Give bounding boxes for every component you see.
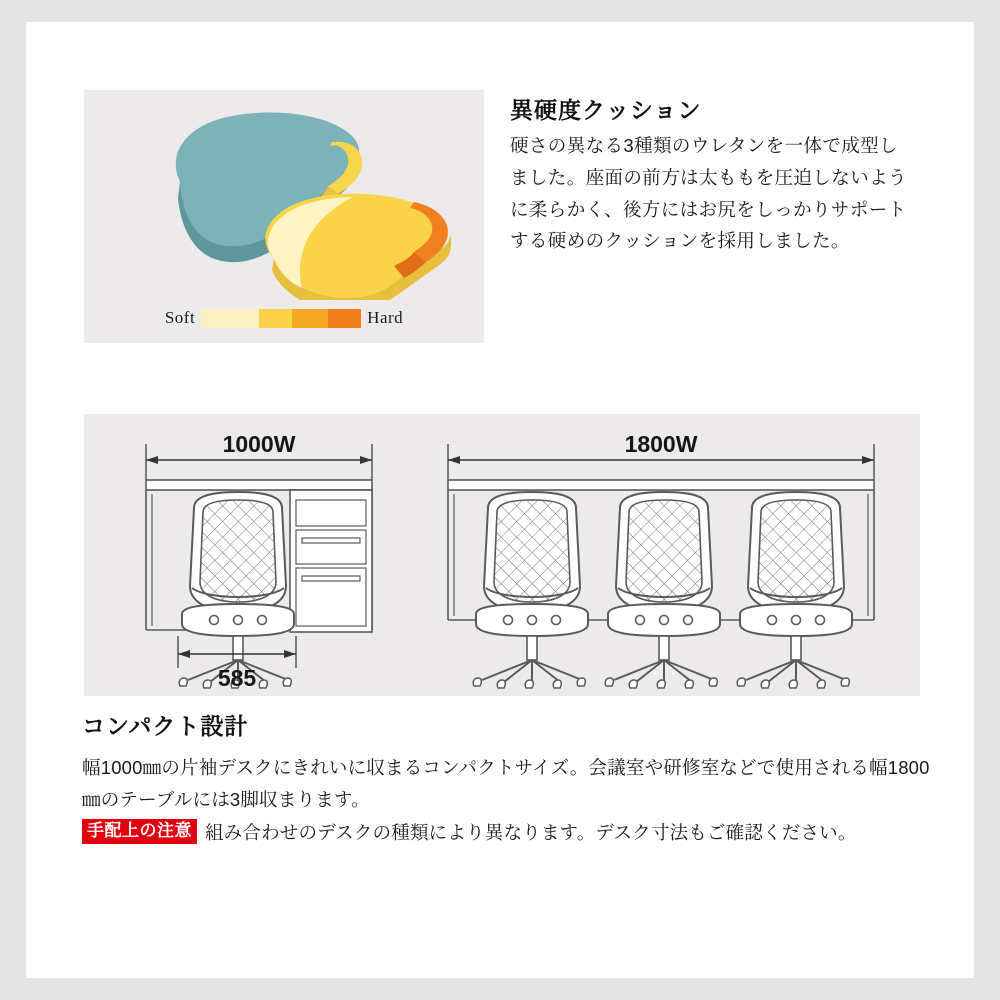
cushion-section-body: 硬さの異なる3種類のウレタンを一体で成型しました。座面の前方は太ももを圧迫しないように柔らかく、後方にはお尻をしっかりサポートする硬めのクッションを採用しました。 bbox=[510, 135, 907, 252]
dimension-585-label: 585 bbox=[217, 665, 257, 691]
cushion-section-title: 異硬度クッション bbox=[510, 97, 702, 123]
hardness-scale bbox=[84, 305, 484, 331]
scale-hard-label: Hard bbox=[367, 308, 404, 327]
left-desk-group bbox=[146, 444, 372, 688]
compact-section-body: 幅1000㎜の片袖デスクにきれいに収まるコンパクトサイズ。会議室や研修室などで使用される幅1800㎜のテーブルには3脚収まります。 bbox=[82, 757, 930, 810]
notice-badge: 手配上の注意 bbox=[82, 819, 197, 844]
document-sheet bbox=[26, 22, 974, 978]
scale-gradient-bar bbox=[201, 309, 361, 328]
cushion-figure bbox=[84, 90, 484, 343]
notice-text: 組み合わせのデスクの種類により異なります。デスク寸法もご確認ください。 bbox=[205, 822, 857, 843]
compact-section-title: コンパクト設計 bbox=[82, 713, 249, 739]
desk-chair-line-drawing bbox=[84, 414, 920, 696]
compact-design-figure bbox=[84, 414, 920, 696]
dimension-1000w-label: 1000W bbox=[222, 431, 296, 457]
notice-row bbox=[82, 819, 942, 847]
lower-cushion-shape bbox=[265, 194, 451, 300]
right-table-group bbox=[448, 444, 874, 688]
cushion-illustration bbox=[84, 90, 484, 300]
dimension-1800w-label: 1800W bbox=[624, 431, 698, 457]
scale-soft-label: Soft bbox=[164, 308, 196, 327]
